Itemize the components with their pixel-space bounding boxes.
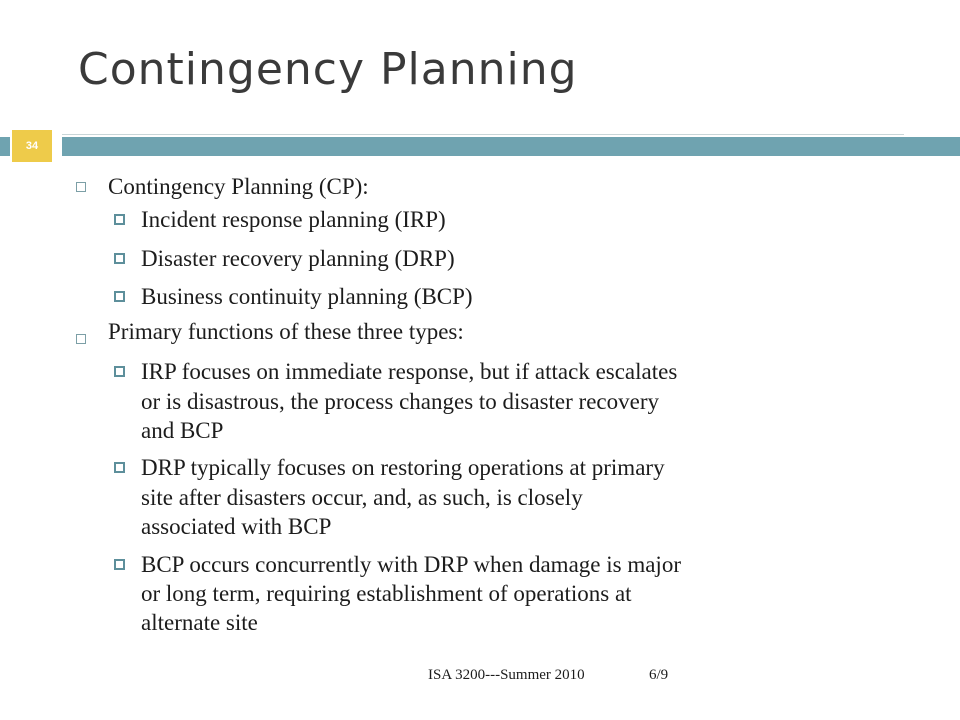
bullet-drp: Disaster recovery planning (DRP) [141, 246, 455, 271]
footer-date: 6/9 [649, 667, 669, 683]
slide-title: Contingency Planning [78, 44, 578, 95]
bullet-irp: Incident response planning (IRP) [141, 207, 446, 232]
bullet-irp-focus-line-3: and BCP [141, 418, 224, 443]
square-bullet-icon [114, 253, 125, 264]
hollow-square-bullet-icon [76, 182, 86, 192]
bullet-bcp: Business continuity planning (BCP) [141, 284, 473, 309]
square-bullet-icon [114, 214, 125, 225]
square-bullet-icon [114, 291, 125, 302]
bullet-contingency-planning: Contingency Planning (CP): [108, 174, 369, 199]
bullet-bcp-concurrent-line-1: BCP occurs concurrently with DRP when damage is major [141, 552, 681, 577]
bullet-irp-focus-line-2: or is disastrous, the process changes to disaster recovery [141, 389, 659, 414]
slide-number: 34 [25, 140, 39, 152]
bullet-irp-focus-line-1: IRP focuses on immediate response, but if attack escalates [141, 359, 678, 384]
slide-number-badge [12, 130, 52, 162]
square-bullet-icon [114, 462, 125, 473]
square-bullet-icon [114, 366, 125, 377]
accent-bar-left [0, 137, 10, 156]
bullet-drp-focus-line-1: DRP typically focuses on restoring operations at primary [141, 455, 665, 480]
bullet-bcp-concurrent-line-3: alternate site [141, 610, 258, 635]
bullet-primary-functions: Primary functions of these three types: [108, 319, 464, 344]
bullet-drp-focus-line-3: associated with BCP [141, 514, 332, 539]
accent-bar [62, 137, 960, 156]
footer-course: ISA 3200---Summer 2010 [428, 667, 585, 683]
header-divider [62, 134, 904, 135]
hollow-square-bullet-icon [76, 334, 86, 344]
bullet-bcp-concurrent-line-2: or long term, requiring establishment of operations at [141, 581, 632, 606]
square-bullet-icon [114, 559, 125, 570]
bullet-drp-focus-line-2: site after disasters occur, and, as such, is closely [141, 485, 583, 510]
